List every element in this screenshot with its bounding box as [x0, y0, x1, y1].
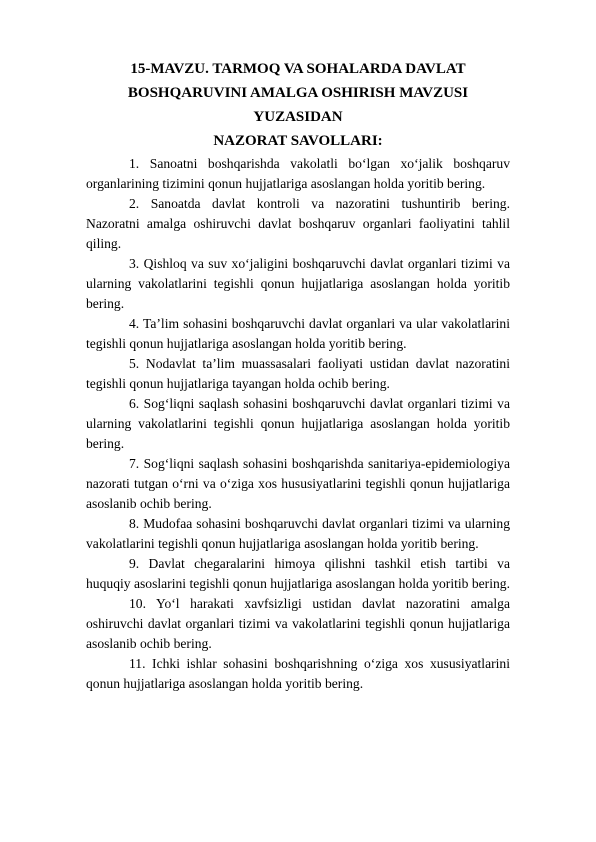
question-item: 10. Yo‘l harakati xavfsizligi ustidan davlat nazoratini amalga oshiruvchi davlat organlari tizimi va vakolatlarini tegishli qonun hujjatlariga asoslanib ochib bering.: [86, 596, 510, 651]
question-item: 8. Mudofaa sohasini boshqaruvchi davlat organlari tizimi va ularning vakolatlarini tegishli qonun hujjatlariga asoslangan holda yoritib bering.: [86, 516, 510, 551]
question-item: 1. Sanoatni boshqarishda vakolatli bo‘lgan xo‘jalik boshqaruv organlarining tizimini qonun hujjatlariga asoslangan holda yoritib bering.: [86, 156, 510, 191]
question-item: 4. Ta’lim sohasini boshqaruvchi davlat organlari va ular vakolatlarini tegishli qonun hujjatlariga asoslangan holda yoritib bering.: [86, 316, 510, 351]
title-line-3: NAZORAT SAVOLLARI:: [213, 133, 383, 149]
question-item: 3. Qishloq va suv xo‘jaligini boshqaruvchi davlat organlari tizimi va ularning vakolatlarini tegishli qonun hujjatlariga asoslangan holda yoritib bering.: [86, 256, 510, 311]
title-line-2: BOSHQARUVINI AMALGA OSHIRISH MAVZUSI YUZASIDAN: [127, 85, 469, 125]
question-item: 5. Nodavlat ta’lim muassasalari faoliyati ustidan davlat nazoratini tegishli qonun hujjatlariga tayangan holda ochib bering.: [86, 356, 510, 391]
question-item: 2. Sanoatda davlat kontroli va nazoratini tushuntirib bering. Nazoratni amalga oshiruvchi davlat boshqaruv organlari faoliyatini tahlil qiling.: [86, 196, 510, 251]
document-page: [86, 57, 510, 694]
question-item: 6. Sog‘liqni saqlash sohasini boshqaruvchi davlat organlari tizimi va ularning vakolatlarini tegishli qonun hujjatlariga asoslangan holda yoritib bering.: [86, 396, 510, 451]
question-list: [86, 154, 510, 694]
question-item: 11. Ichki ishlar sohasini boshqarishning o‘ziga xos xususiyatlarini qonun hujjatlariga asoslangan holda yoritib bering.: [86, 656, 510, 691]
question-item: 7. Sog‘liqni saqlash sohasini boshqarishda sanitariya-epidemiologiya nazorati tutgan o‘rni va o‘ziga xos hususiyatlarini tegishli qonun hujjatlariga asoslanib ochib bering.: [86, 456, 510, 511]
page-title: [86, 57, 510, 153]
title-line-1: 15-MAVZU. TARMOQ VA SOHALARDA DAVLAT: [130, 61, 466, 77]
question-item: 9. Davlat chegaralarini himoya qilishni tashkil etish tartibi va huquqiy asoslarini tegishli qonun hujjatlariga asoslangan holda yoritib bering.: [86, 556, 510, 591]
